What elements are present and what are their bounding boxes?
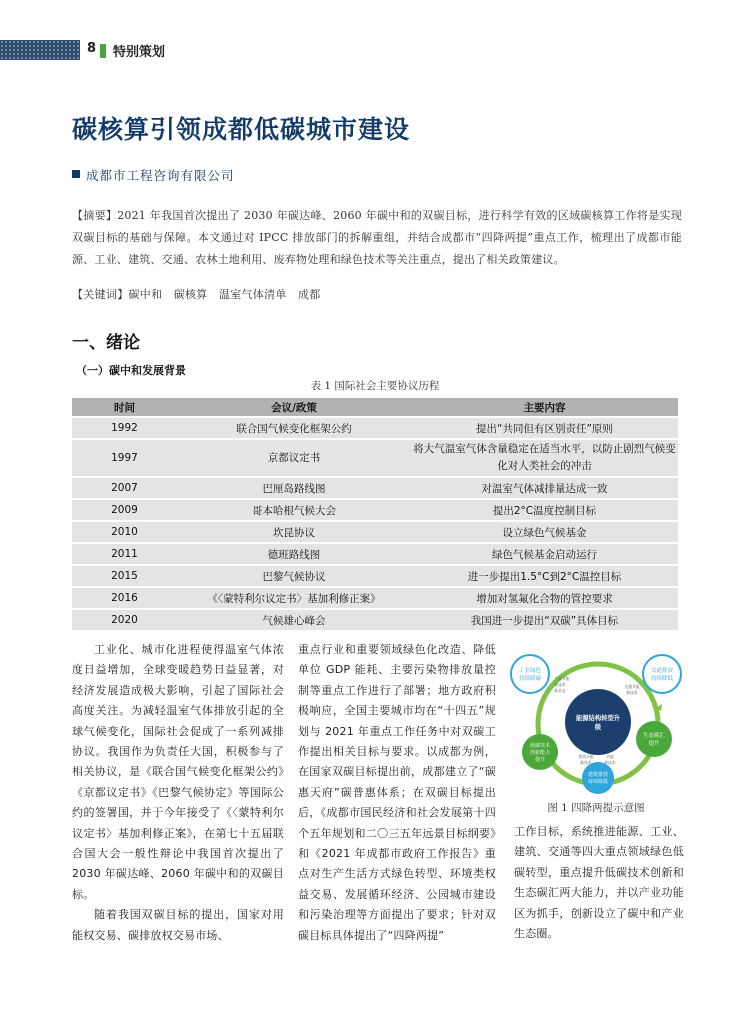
subsection-heading: （一）碳中和发展背景 — [76, 364, 186, 377]
node-label: 创新能力 — [529, 750, 551, 756]
table-cell: 2009 — [72, 500, 177, 520]
table-cell: 2007 — [72, 478, 177, 498]
table-cell: 哥本哈根气候大会 — [177, 500, 411, 520]
table-cell: 进一步提出1.5°C到2°C温控目标 — [411, 566, 678, 586]
table-cell: 1997 — [72, 440, 177, 476]
table-cell: 德班路线图 — [177, 544, 411, 564]
node-label: 工业绿色 — [518, 668, 542, 674]
table-cell: 2016 — [72, 588, 177, 608]
node-label: 生态碳汇 — [642, 733, 666, 739]
article-title: 碳核算引领成都低碳城市建设 — [72, 115, 411, 144]
section-tag-mark — [100, 44, 106, 58]
table-row — [72, 544, 678, 564]
table-cell: 巴厘岛路线图 — [177, 478, 411, 498]
node-label: 低碳技术 — [529, 743, 551, 749]
small-label: 新技术 — [554, 682, 566, 687]
table-cell: 坎昆协议 — [177, 522, 411, 542]
table-row — [72, 440, 678, 476]
small-label: 新技术 — [626, 690, 638, 695]
agreements-table — [72, 396, 678, 632]
center-label: 级 — [594, 724, 602, 731]
table-cell: 绿色气候基金启动运行 — [411, 544, 678, 564]
table-cell: 巴黎气候协议 — [177, 566, 411, 586]
small-label: 节能 — [606, 754, 614, 759]
eco-node — [636, 721, 672, 757]
table-cell: 2015 — [72, 566, 177, 586]
node-label: 提升 — [648, 741, 660, 747]
table-header: 会议/政策 — [177, 398, 411, 416]
small-label: 交通节能 — [624, 684, 640, 689]
figure-caption: 图 1 四降两提示意图 — [547, 802, 645, 814]
table-cell: 2020 — [72, 610, 177, 630]
table-cell: 气候雄心峰会 — [177, 610, 411, 630]
body-paragraph: 重点行业和重要领域绿色化改造、降低单位 GDP 能耗、主要污染物排放量控制等重点工作进行了部署；地方政府积极响应，全国主要城市均在“十四五”规划与 2021 年重点工作任务中对双碳工作提出相关目标与要求。以成都为例，在国家双碳目标提出前，成都建立了“碳惠天府”碳普惠体系；在双碳目标提出后，《成都市国民经济和社会发展第十四个五年规划和二〇三五年远景目标纲要》和《2021 年成都市政府工作报告》重点对生产生活方式绿色转型、环境类权益交易、发展循环经济、公园城市建设和污染治理等方面提出了要求；针对双碳目标具体提出了“四降两提” — [298, 643, 496, 942]
section-title: 特别策划 — [113, 45, 166, 60]
table-cell: 《〈蒙特利尔议定书〉基加利修正案》 — [177, 588, 411, 608]
table-row — [72, 418, 678, 438]
table-cell: 2010 — [72, 522, 177, 542]
building-node — [582, 762, 614, 794]
industry-node — [511, 655, 549, 693]
node-label: 建筑排放 — [587, 772, 609, 778]
body-column-1 — [72, 640, 284, 946]
table-caption: 表 1 国际社会主要协议历程 — [310, 380, 440, 392]
transport-node — [643, 655, 681, 693]
node-label: 持续降低 — [650, 676, 674, 682]
table-cell: 对温室气体减排量达成一致 — [411, 478, 678, 498]
table-cell: 将大气温室气体含量稳定在适当水平，以防止剧烈气候变化对人类社会的冲击 — [411, 440, 678, 476]
table-cell: 2011 — [72, 544, 177, 564]
node-label: 持续降低 — [587, 779, 609, 785]
article-author: 成都市工程咨询有限公司 — [86, 168, 235, 183]
table-header-row — [72, 398, 678, 416]
table-cell: 设立绿色气候基金 — [411, 522, 678, 542]
four-two-diagram — [506, 648, 686, 796]
small-label: 工业节能 — [554, 676, 570, 681]
table-cell: 京都议定书 — [177, 440, 411, 476]
body-paragraph: 随着我国双碳目标的提出，国家对用能权交易、碳排放权交易市场、 — [72, 908, 284, 942]
node-label: 提升 — [534, 757, 546, 763]
keywords: 【关键词】碳中和 碳核算 温室气体清单 成都 — [72, 288, 321, 301]
author-square-icon — [72, 170, 80, 178]
table-row — [72, 500, 678, 520]
table-cell: 提出2°C温度控制目标 — [411, 500, 678, 520]
table-row — [72, 522, 678, 542]
header-band — [0, 40, 80, 60]
table-header: 主要内容 — [411, 398, 678, 416]
table-row — [72, 610, 678, 630]
table-row — [72, 478, 678, 498]
table-cell: 1992 — [72, 418, 177, 438]
center-label: 能源结构转型升 — [575, 715, 621, 722]
body-paragraph: 工作目标，系统推进能源、工业、建筑、交通等四大重点领域绿色低碳转型，重点提升低碳技术创新和生态碳汇两大能力，并以产业功能区为抓手，创新设立了碳中和产业生态圈。 — [514, 825, 684, 941]
abstract: 【摘要】2021 年我国首次提出了 2030 年碳达峰、2060 年碳中和的双碳目标，进行科学有效的区域碳核算工作将是实现双碳目标的基础与保障。本文通过对 IPCC 排放部门的拆解重组，并结合成都市“四降两提”重点工作，梳理出了成都市能源、工业、建筑、交通、农林土地利用、废弃物处理和绿色技术等关注重点，提出了相关政策建议。 — [72, 209, 682, 266]
table-header: 时间 — [72, 398, 177, 416]
table-cell: 增加对氢氟化合物的管控要求 — [411, 588, 678, 608]
table-row — [72, 588, 678, 608]
node-label: 持续降碳 — [518, 676, 542, 682]
center-circle — [565, 689, 631, 755]
section-heading: 一、绪论 — [72, 333, 140, 353]
table-row — [72, 566, 678, 586]
table-cell: 联合国气候变化框架公约 — [177, 418, 411, 438]
small-label: 新技术 — [580, 760, 592, 765]
small-label: 建筑节能 — [578, 754, 594, 759]
body-column-3 — [514, 822, 684, 944]
table-cell: 提出“共同但有区别责任”原则 — [411, 418, 678, 438]
node-label: 交通排放 — [650, 668, 674, 674]
body-column-2 — [298, 640, 496, 946]
table-cell: 我国进一步提出“双碳”具体目标 — [411, 610, 678, 630]
page-number: 8 — [87, 41, 97, 56]
small-label: 新技术 — [604, 760, 616, 765]
body-paragraph: 工业化、城市化进程使得温室气体浓度日益增加，全球变暖趋势日益显著，对经济发展造成极大影响，引起了国际社会高度关注。为减轻温室气体排放引起的全球气候变化，国际社会促成了一系列减排协议。我国作为负责任大国，积极参与了相关协议，是《联合国气候变化框架公约》《京都议定书》《巴黎气候协定》等国际公约的签署国，并于今年接受了《〈蒙特利尔议定书〉基加利修正案》，在第七十五届联合国大会一般性辩论中我国首次提出了 2030 年碳达峰、2060 年碳中和的双碳目标。 — [72, 643, 284, 901]
small-label: 新业态 — [554, 688, 566, 693]
